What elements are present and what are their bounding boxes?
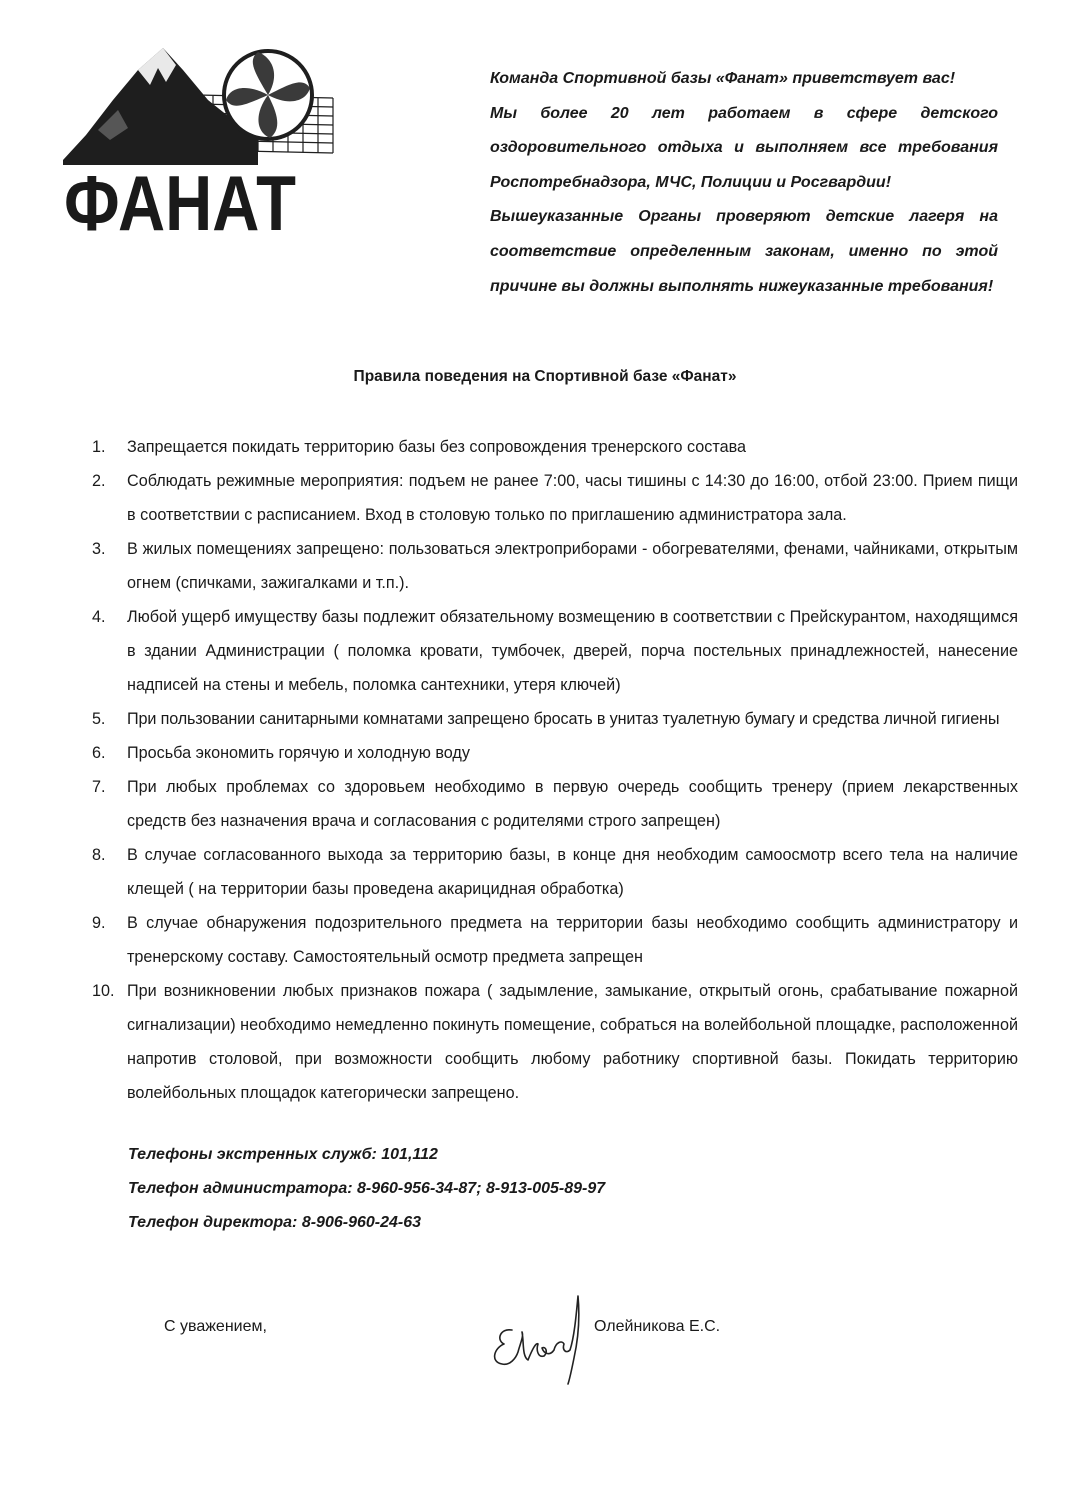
rule-item (92, 906, 1018, 974)
greeting-line: Вышеуказанные Органы проверяют детские лагеря на (490, 208, 998, 226)
logo-text: ФАНАТ (64, 159, 296, 240)
signer-name: Олейникова Е.С. (594, 1318, 721, 1335)
handwritten-signature (482, 1278, 592, 1388)
greeting-line: Роспотребнадзора, МЧС, Полиции и Росгвардии! (490, 173, 892, 191)
rule-text: В случае обнаружения подозрительного предмета на территории базы необходимо сообщить администратору и тренерскому составу. Самостоятельный осмотр предмета запрещен (127, 914, 1018, 966)
director-phone: Телефон директора: 8-906-960-24-63 (128, 1214, 422, 1231)
rule-number: 2. (92, 472, 106, 490)
rule-text: В жилых помещениях запрещено: пользоваться электроприборами - обогревателями, фенами, чайниками, открытым огнем (спичками, зажигалками и т.п.). (127, 540, 1018, 592)
rule-number: 3. (92, 540, 106, 558)
rule-number: 8. (92, 846, 106, 864)
greeting-line: Мы более 20 лет работаем в сфере детского (490, 104, 998, 122)
rule-text: В случае согласованного выхода за территорию базы, в конце дня необходим самоосмотр всего тела на наличие клещей ( на территории базы проведена акарицидная обработка) (127, 846, 1018, 898)
rule-number: 4. (92, 608, 106, 626)
rule-item (92, 974, 1018, 1110)
rule-number: 1. (92, 438, 106, 456)
rule-number: 5. (92, 710, 106, 728)
rule-number: 7. (92, 778, 106, 796)
rule-item (92, 532, 1018, 600)
contacts-block (128, 1138, 605, 1240)
admin-phones: Телефон администратора: 8-960-956-34-87; 8-913-005-89-97 (128, 1180, 606, 1197)
rule-text: Любой ущерб имуществу базы подлежит обязательному возмещению в соответствии с Прейскурантом, находящимся в здании Администрации ( поломка кровати, тумбочек, дверей, порча постельных принадлежностей, нанесение надписей на стены и мебель, поломка сантехники, утеря ключей) (127, 608, 1018, 694)
rule-number: 6. (92, 744, 106, 762)
rule-item (92, 464, 1018, 532)
rule-text: Просьба экономить горячую и холодную воду (127, 744, 470, 762)
rule-item (92, 430, 1018, 464)
rule-text: При пользовании санитарными комнатами запрещено бросать в унитаз туалетную бумагу и средства личной гигиены (127, 710, 1000, 728)
greeting-line: Команда Спортивной базы «Фанат» приветствует вас! (490, 70, 956, 87)
rule-item (92, 600, 1018, 702)
regards-text: С уважением, (164, 1318, 267, 1335)
rules-list (92, 430, 1018, 1110)
volleyball-icon (224, 51, 312, 139)
emergency-phones: Телефоны экстренных служб: 101,112 (128, 1146, 438, 1163)
greeting-line: соответствие определенным законам, именно по этой (490, 242, 998, 260)
rule-item (92, 702, 1018, 736)
rule-text: При возникновении любых признаков пожара ( задымление, замыкание, открытый огонь, срабатывание пожарной сигнализации) необходимо немедленно покинуть помещение, собраться на волейбольной площадке, расположенной напротив столовой, при возможности сообщить любому работнику спортивной базы. Покидать территорию волейбольных площадок категорически запрещено. (127, 982, 1018, 1102)
rule-item (92, 736, 1018, 770)
fanat-logo (58, 40, 358, 240)
rule-number: 10. (92, 982, 115, 1000)
rule-number: 9. (92, 914, 106, 932)
document-title: Правила поведения на Спортивной базе «Фанат» (353, 368, 737, 385)
greeting-block (490, 62, 998, 304)
greeting-line: причине вы должны выполнять нижеуказанные требования! (490, 277, 994, 295)
rule-item (92, 770, 1018, 838)
rule-text: При любых проблемах со здоровьем необходимо в первую очередь сообщить тренеру (прием лекарственных средств без назначения врача и согласования с родителями строго запрещен) (127, 778, 1018, 830)
rule-text: Соблюдать режимные мероприятия: подъем не ранее 7:00, часы тишины с 14:30 до 16:00, отбой 23:00. Прием пищи в соответствии с расписанием. Вход в столовую только по приглашению администратора зала. (127, 472, 1018, 524)
rule-text: Запрещается покидать территорию базы без сопровождения тренерского состава (127, 438, 746, 456)
rule-item (92, 838, 1018, 906)
greeting-line: оздоровительного отдыха и выполняем все требования (490, 139, 998, 157)
